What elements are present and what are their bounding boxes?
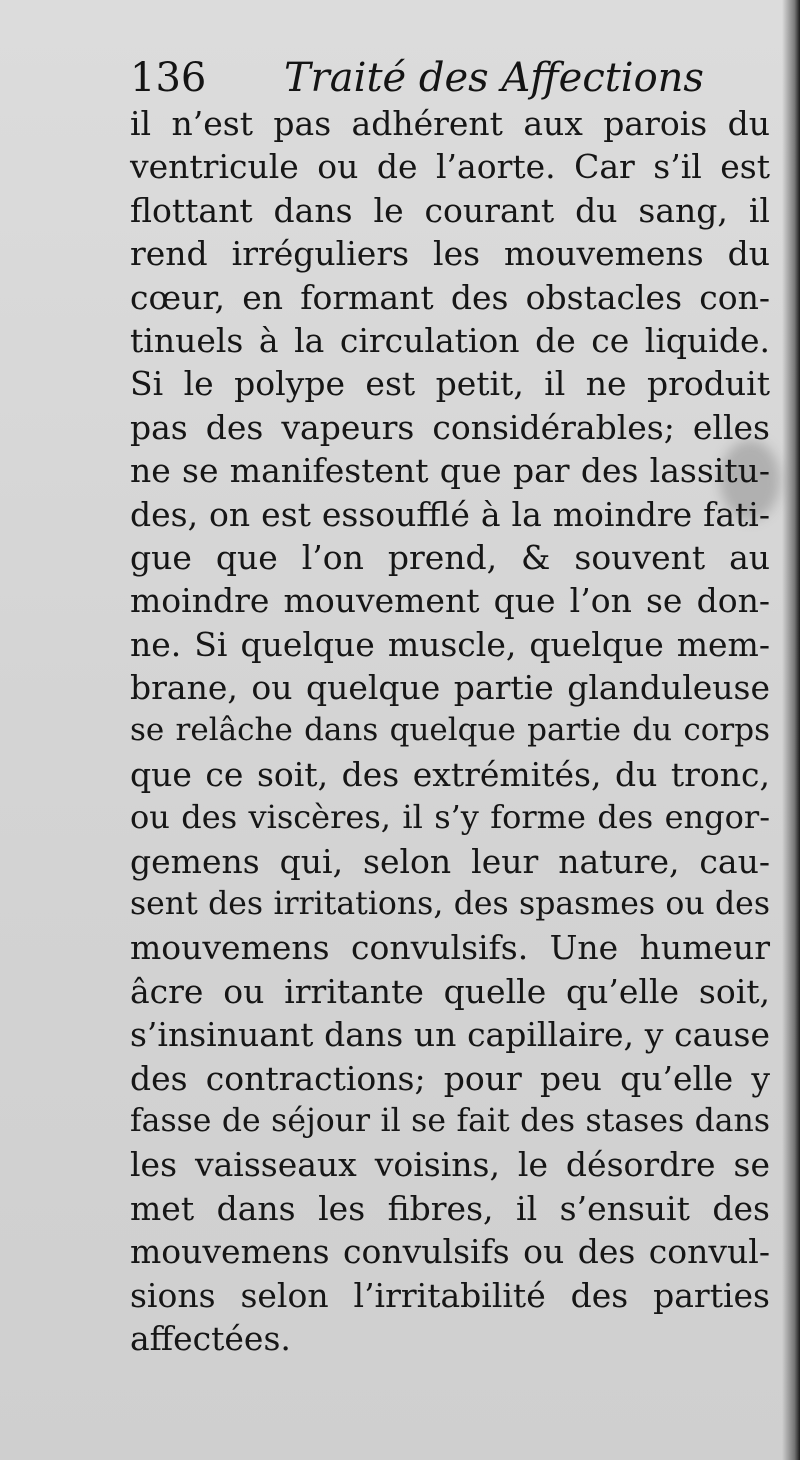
page-edge-shadow bbox=[782, 0, 800, 1460]
text-line: cœur, en formant des obstacles con- bbox=[130, 277, 770, 317]
text-line: fasse de séjour il se fait des stases dans bbox=[130, 1102, 770, 1139]
text-line: les vaisseaux voisins, le désordre se bbox=[130, 1145, 770, 1185]
text-line: flottant dans le courant du sang, il bbox=[130, 190, 770, 230]
page-number: 136 bbox=[130, 55, 207, 101]
text-line: il n’est pas adhérent aux parois du bbox=[130, 104, 770, 143]
body-text bbox=[130, 102, 770, 1360]
text-line: pas des vapeurs considérables; elles bbox=[130, 407, 770, 447]
text-line: gue que l’on prend, & souvent au bbox=[130, 537, 770, 577]
text-line: Si le polype est petit, il ne produit bbox=[130, 364, 770, 404]
text-line: rend irréguliers les mouvemens du bbox=[130, 234, 770, 274]
text-line: que ce soit, des extrémités, du tronc, bbox=[130, 754, 770, 794]
text-line: sions selon l’irritabilité des parties bbox=[130, 1275, 770, 1315]
text-line: mouvemens convulsifs. Une humeur bbox=[130, 928, 770, 968]
text-line: des contractions; pour peu qu’elle y bbox=[130, 1058, 770, 1098]
text-line: mouvemens convulsifs ou des convul- bbox=[130, 1232, 770, 1272]
text-line: se relâche dans quelque partie du corps bbox=[130, 712, 770, 749]
text-line: sent des irritations, des spasmes ou des bbox=[130, 886, 770, 923]
text-line: gemens qui, selon leur nature, cau- bbox=[130, 841, 770, 881]
text-line: ou des viscères, il s’y forme des engor- bbox=[130, 798, 770, 837]
text-line: ne se manifestent que par des lassitu- bbox=[130, 451, 770, 491]
text-line: tinuels à la circulation de ce liquide. bbox=[130, 320, 770, 360]
text-line: âcre ou irritante quelle qu’elle soit, bbox=[130, 971, 770, 1011]
text-line: affectées. bbox=[130, 1318, 291, 1358]
text-line: ne. Si quelque muscle, quelque mem- bbox=[130, 624, 770, 664]
text-line: moindre mouvement que l’on se don- bbox=[130, 581, 770, 621]
text-line: met dans les fibres, il s’ensuit des bbox=[130, 1188, 770, 1228]
text-line: ventricule ou de l’aorte. Car s’il est bbox=[130, 147, 770, 187]
text-line: brane, ou quelque partie glanduleuse bbox=[130, 668, 770, 708]
text-line: des, on est essoufflé à la moindre fati- bbox=[130, 494, 770, 534]
text-line: s’insinuant dans un capillaire, y cause bbox=[130, 1015, 770, 1055]
running-title: Traité des Affections bbox=[284, 55, 704, 101]
page-header bbox=[130, 50, 704, 106]
